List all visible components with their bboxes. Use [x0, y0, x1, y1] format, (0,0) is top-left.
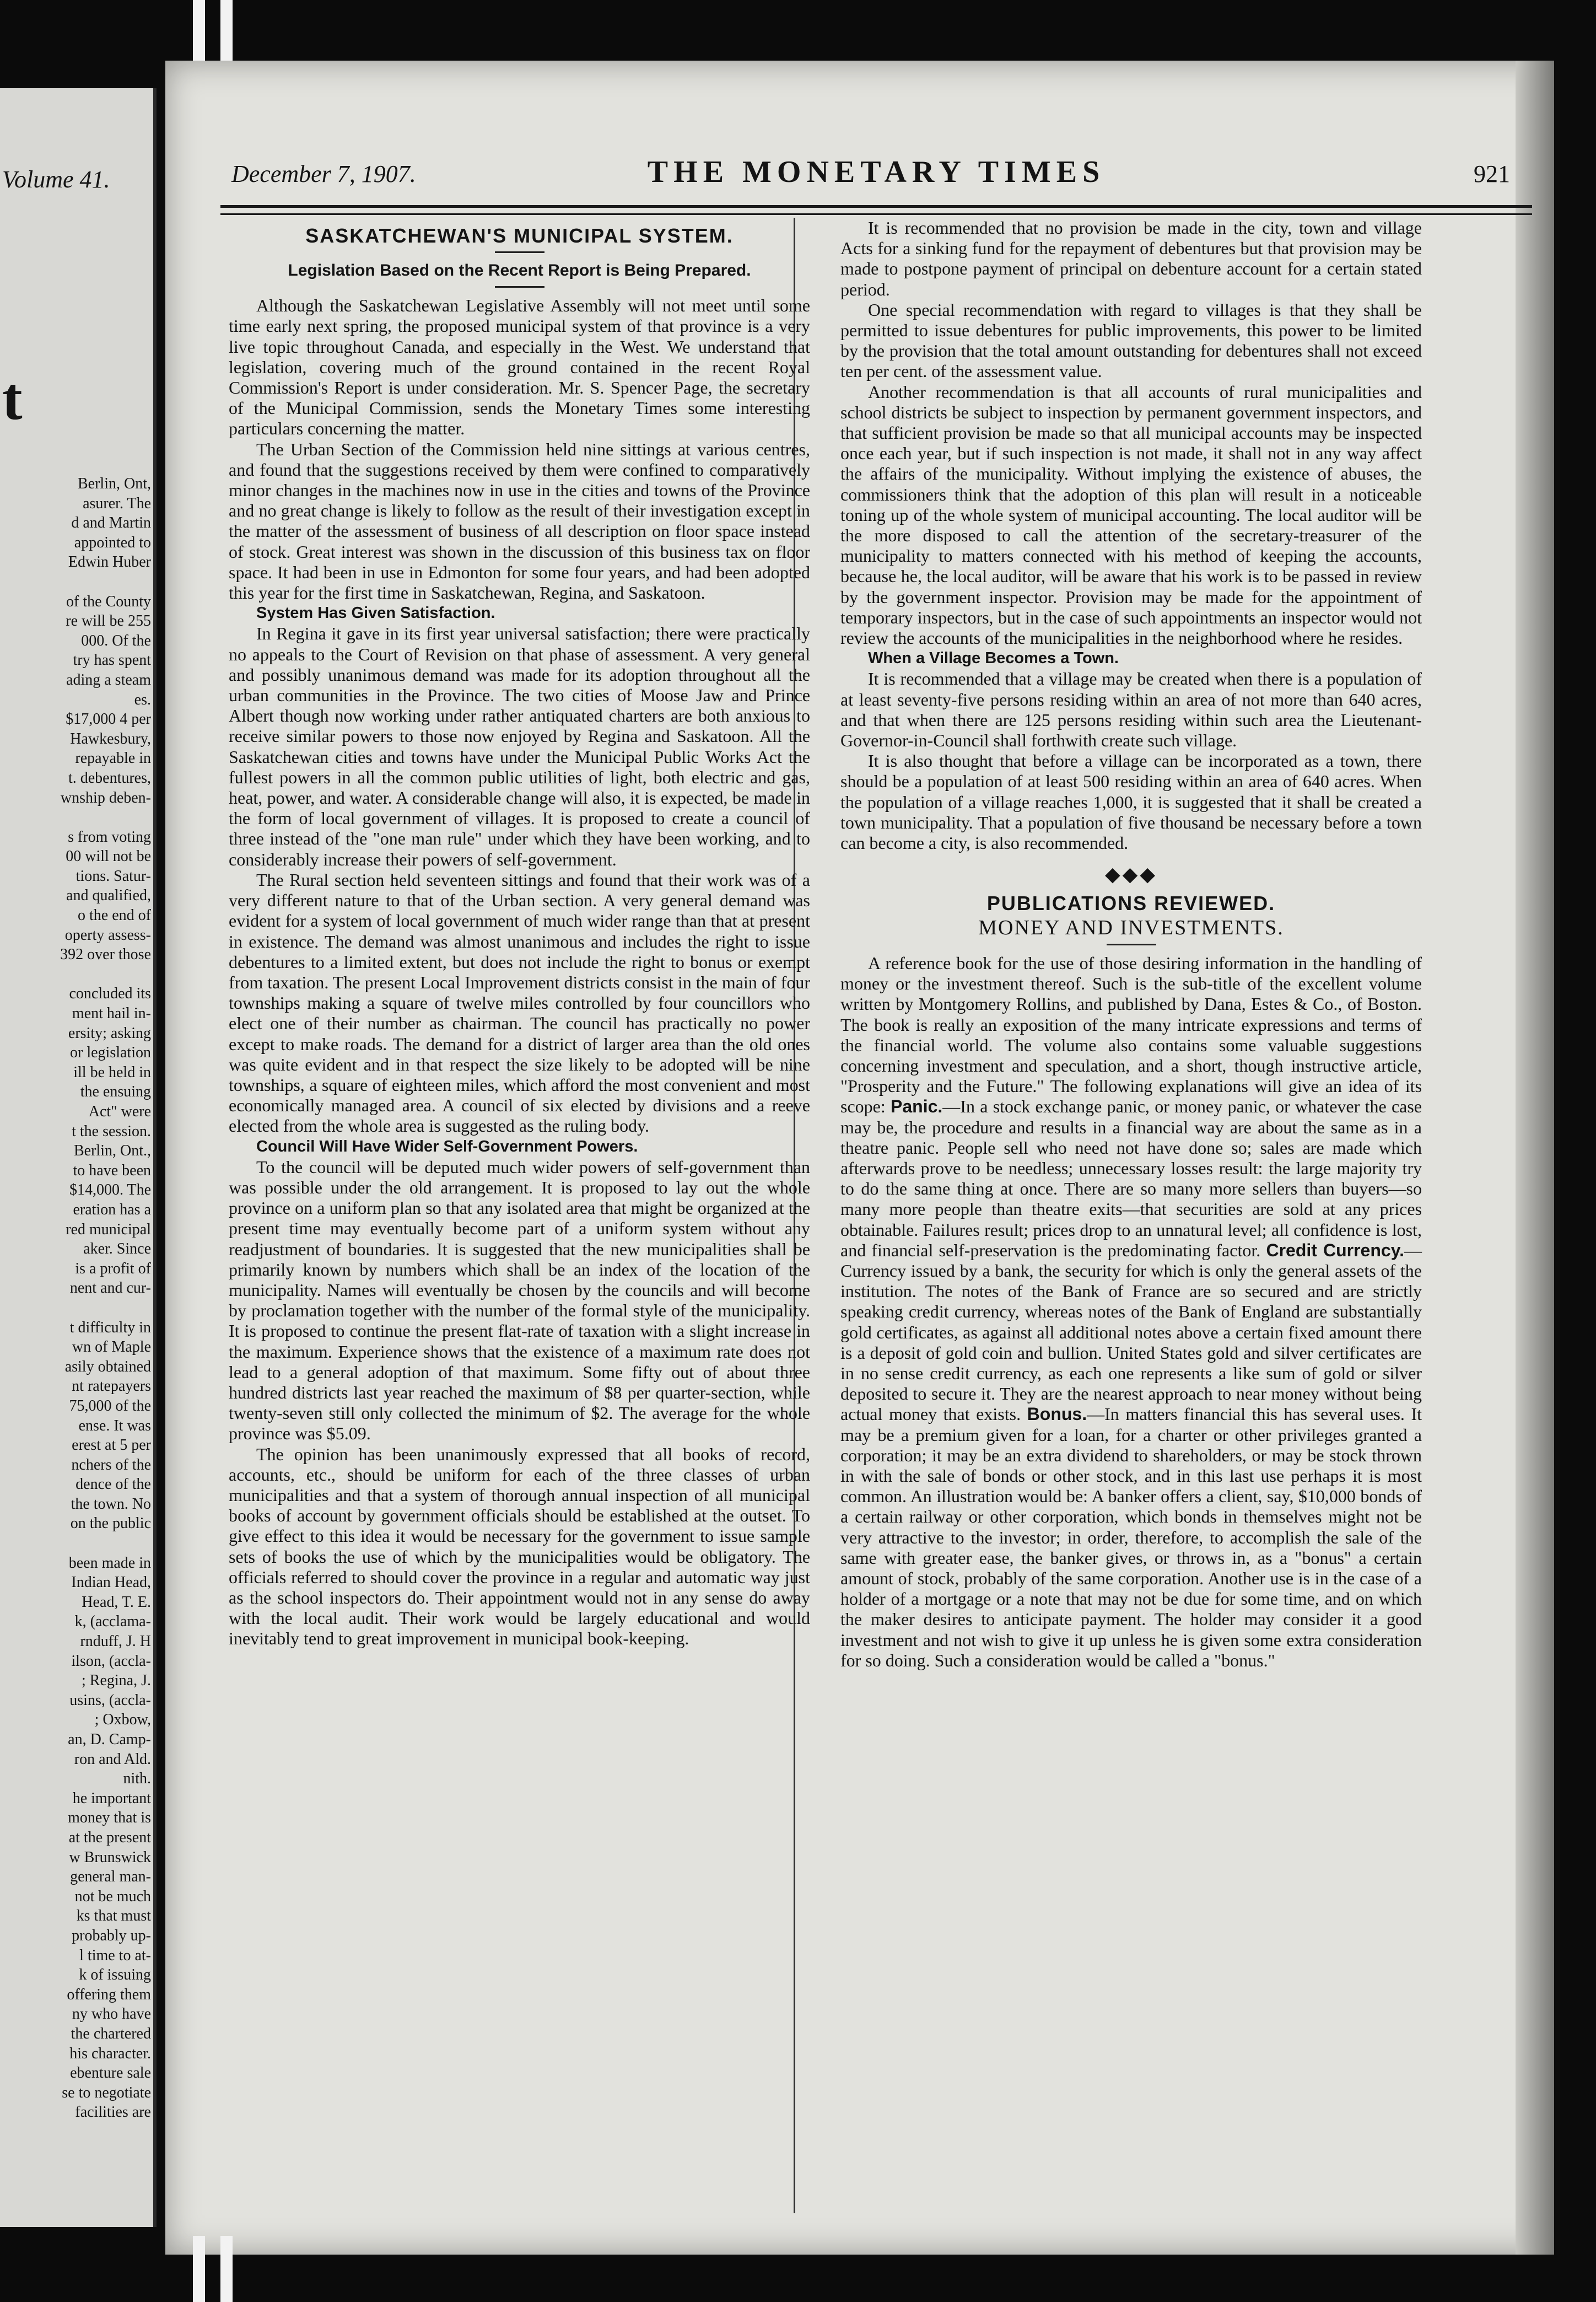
- facing-page-big-letter: t: [2, 365, 23, 432]
- paragraph: The Rural section held seventeen sittings and found that their work was of a very different nature to that of the Urban section. A very general demand was evident for a system of local government of much wider range than that at present in existence. The demand was almost unanimous and includes the right to issue debentures to a limited extent, but does not include the right to bonus or exempt from taxation. The present Local Improvement districts consist in the main of four townships making a square of twelve miles controlled by four councillors who elect one of their number as chairman. The council has practically no power except to make roads. The demand for a district of larger area than the old ones was quite evident and in that respect the size likely to be adopted will be nine townships, a square of eighteen miles, which afford the most convenient and most economically managed area. A council of six elected by divisions and a reeve elected from the whole area is suggested as the ruling body.: [229, 869, 810, 1136]
- short-rule: [495, 286, 544, 288]
- film-mark-bottom-left: [193, 2236, 205, 2302]
- definition-panic: —In a stock exchange panic, or money panic, or whatever the case may be, the procedure and results in a financial way are about the same as in a theatre panic. People sell who need not have done so; sales are made which afterwards prove to be needless; unnecessary losses result: the large majority try to do the same thing at once. There are so many more sellers than buyers—so many more people than theatre exits—that securities are sold at any prices obtainable. Failures result; prices drop to an unnatural level; all confidence is lost, and financial self-preservation is the predominating factor.: [840, 1096, 1422, 1260]
- publication-title: THE MONETARY TIMES: [647, 155, 1106, 189]
- issue-date: December 7, 1907.: [231, 160, 416, 187]
- definition-credit-currency: —Currency issued by a bank, the security for which is only the general assets of the institution. The notes of the Bank of France are so secured and are strictly speaking credit currency, whereas notes of the Bank of England are substantially gold certificates, as against all additional notes above a certain fixed amount there is a deposit of gold coin and bullion. United States gold and silver certificates are in no sense credit currency, as each one represents a like sum of gold or silver deposited to secure it. They are the nearest approach to near money without being actual money that exists.: [840, 1240, 1422, 1424]
- section-heading: System Has Given Satisfaction.: [256, 604, 495, 622]
- article-subhead: Legislation Based on the Recent Report is Being Prepared.: [288, 261, 751, 280]
- paragraph: To the council will be deputed much wider powers of self-government than was possible under the old arrangement. It is proposed to lay out the whole province on a uniform plan so that any isolated area that might be organized at the present time may eventually become part of a uniform system without any readjustment of boundaries. It is suggested that the new municipalities shall be primarily known by numbers which shall be an index of the location of the municipality. Names will eventually be chosen by the councils and will become by proclamation together with the number of the formal style of the municipality. It is proposed to continue the present flat-rate of taxation with a slight increase in the maximum. Experience shows that the existence of a maximum rate does not lead to a general adoption of that maximum. Some fifty out of about three hundred districts last year reached the maximum of $8 per quarter-section, while twenty-seven still only collected the minimum of $2. The average for the whole province was $5.09.: [229, 1157, 810, 1444]
- review-intro: A reference book for the use of those desiring information in the handling of money or the investment thereof. Such is the sub-title of the excellent volume written by Montgomery Rollins, and published by Dana, Estes & Co., of Boston. The book is really an exposition of the many intricate expressions and terms of the financial world. The volume also contains some valuable suggestions concerning investment and speculation, and a short, though instructive article, "Prosperity and the Future." The following explanations will give an idea of its scope:: [840, 953, 1422, 1117]
- paragraph: Although the Saskatchewan Legislative Assembly will not meet until some time early next spring, the proposed municipal system of that province is a very live topic throughout Canada, and especially in the West. We understand that legislation, covering much of the ground contained in the recent Royal Commission's Report is under consideration. Mr. S. Spencer Page, the secretary of the Municipal Commission, sends the Monetary Times some interesting particulars concerning the matter.: [229, 295, 810, 439]
- facing-page-fragment: [0, 88, 157, 2227]
- term-credit-currency: Credit Currency.: [1266, 1240, 1405, 1260]
- page-edge-shadow: [1516, 61, 1554, 2255]
- paragraph: It is also thought that before a village can be incorporated as a town, there should be a population of at least 500 residing within an area of 640 acres. When the population of a village reaches 1,000, it is suggested that it shall be created a town municipality. That a population of five thousand be necessary before a town can become a city, is also recommended.: [840, 751, 1422, 853]
- review-section-headline: PUBLICATIONS REVIEWED.: [986, 891, 1276, 915]
- term-panic: Panic.: [891, 1096, 943, 1117]
- paragraph: [840, 953, 1422, 1671]
- short-rule: [1107, 944, 1156, 945]
- facing-page-volume: Volume 41.: [2, 166, 110, 193]
- review-title: MONEY AND INVESTMENTS.: [978, 916, 1284, 939]
- film-mark-bottom-right: [220, 2236, 233, 2302]
- page-number: 921: [1474, 160, 1510, 187]
- paragraph: It is recommended that no provision be made in the city, town and village Acts for a sinking fund for the repayment of debentures but that provision may be made to postpone payment of principal on debenture account for a certain stated period.: [840, 218, 1422, 299]
- paragraph: The opinion has been unanimously expressed that all books of record, accounts, etc., should be uniform for each of the three classes of urban municipalities and that a system of thorough annual inspection of all municipal books of account by government officials should be established at the outset. To give effect to this idea it would be necessary for the government to issue sample sets of books the use of which by the municipalities would be obligatory. The officials referred to should cover the province in a regular and automatic way just as the school inspectors do. Their appointment would not in any sense do away with the local audit. Their work would be largely educational and would inevitably tend to great improvement in municipal book-keeping.: [229, 1444, 810, 1649]
- section-ornament: ◆◆◆: [1104, 863, 1158, 886]
- paragraph: The Urban Section of the Commission held nine sittings at various centres, and found that the suggestions received by them were confined to comparatively minor changes in the machines now in use in the cities and towns of the Province and no great change is likely to follow as the result of their investigation except in the matter of the assessment of business of all description on floor space instead of stock. Great interest was shown in the discussion of this business tax on floor space. It had been in use in Edmonton for some four years, and had been adopted this year for the first time in Saskatchewan, Regina, and Saskatoon.: [229, 439, 810, 603]
- paragraph: Another recommendation is that all accounts of rural municipalities and school districts be subject to inspection by permanent government inspectors, and that sufficient provision be made so that all municipal accounts may be inspected once each year, but if such inspection is not made, it shall not in any way affect the affairs of the municipality. Without implying the existence of abuses, the commissioners think that the adoption of this plan will result in a noticeable toning up of the whole system of municipal accounting. The local auditor will be the more disposed to call the attention of the secretary-treasurer of the municipality to matters connected with his method of keeping the accounts, because he, the local auditor, will be aware that his work is to be passed in review by the government inspector. Provision may be made for the appointment of temporary inspectors, but in the case of such appointments an inspector would not review the accounts of the municipalities in the neighborhood where he resides.: [840, 381, 1422, 648]
- definition-bonus: —In matters financial this has several uses. It may be a premium given for a loan, for a charter or other privileges granted a corporation; it may be an extra dividend to shareholders, or may be stock thrown in with the sale of bonds or other stock, and in this last use perhaps it is most common. An illustration would be: A banker offers a client, say, $10,000 bonds of a certain railway or other corporation, which bonds in themselves might not be very attractive to the investor; in order, therefore, to accomplish the sale of the same with greater ease, the banker gives, or throws in, as a "bonus" a certain amount of stock, probably of the same corporation. Another use is in the case of a holder of a mortgage or a note that may not be due for some time, and on which the maker desires to anticipate payment. The holder may consider it a good investment and not wish to give it up unless he is given some extra consideration for so doing. Such a consideration would be called a "bonus.": [840, 1404, 1422, 1670]
- film-mark-top-right: [220, 0, 233, 66]
- header-rule: [220, 205, 1532, 215]
- short-rule: [495, 251, 544, 253]
- newspaper-page: [165, 61, 1554, 2255]
- right-column: [840, 218, 1422, 1671]
- paragraph: In Regina it gave in its first year universal satisfaction; there were practically no appeals to the Court of Revision on that phase of assessment. A very general and possibly unanimous demand was made for its adoption throughout all the urban communities in the Province. The two cities of Moose Jaw and Prince Albert though now working under rather antiquated charters are both anxious to receive similar powers to those now enjoyed by Regina and Saskatoon. All the Saskatchewan cities and towns have under the Municipal Public Works Act the fullest powers in all the common public utilities of light, both electric and gas, heat, power, and water. A considerable change will also, it is expected, be made in the form of local government of villages. It is proposed to create a council of three instead of the "one man rule" under which they have been working, and to considerably increase their powers of self-government.: [229, 623, 810, 869]
- paragraph: One special recommendation with regard to villages is that they shall be permitted to issue debentures for public improvements, this power to be limited by the provision that the total amount outstanding for debentures shall not exceed ten per cent. of the assessment value.: [840, 299, 1422, 381]
- paragraph: It is recommended that a village may be created when there is a population of at least seventy-five persons residing within an area of not more than 640 acres, and that when there are 125 persons residing within such area the Lieutenant-Governor-in-Council shall forthwith create such village.: [840, 669, 1422, 751]
- facing-page-text: Berlin, Ont, asurer. The d and Martin appointed to Edwin Huber of the County re will be 255 000. Of the try has spent ading a steam es. $17,000 4 per Hawkesbury, repayable in t. debentures, wnship deben- s from voting 00 will not be tions. Satur- and qualified, o the end of operty assess- 392 over those concluded its ment hail in- ersity; asking or legislation ill be held in the ensuing Act" were t the session. Berlin, Ont., to have been $14,000. The eration has a red municipal aker. Since is a profit of nent and cur- t difficulty in wn of Maple asily obtained nt ratepayers 75,000 of the ense. It was erest at 5 per nchers of the dence of the the town. No on the public been made in Indian Head, Head, T. E. k, (acclama- rnduff, J. H ilson, (accla- ; Regina, J. usins, (accla- ; Oxbow, an, D. Camp- ron and Ald. nith. he important money that is at the present w Brunswick general man- not be much ks that must probably up- l time to at- k of issuing offering them ny who have the chartered his character. ebenture sale se to negotiate facilities are: [60, 475, 151, 2121]
- article-headline: SASKATCHEWAN'S MUNICIPAL SYSTEM.: [305, 224, 734, 247]
- term-bonus: Bonus.: [1027, 1404, 1087, 1424]
- page-header: [231, 149, 1521, 198]
- section-heading: Council Will Have Wider Self-Government Powers.: [256, 1137, 638, 1155]
- section-heading: When a Village Becomes a Town.: [868, 649, 1119, 668]
- film-mark-top-left: [193, 0, 205, 66]
- left-column: [229, 218, 810, 1649]
